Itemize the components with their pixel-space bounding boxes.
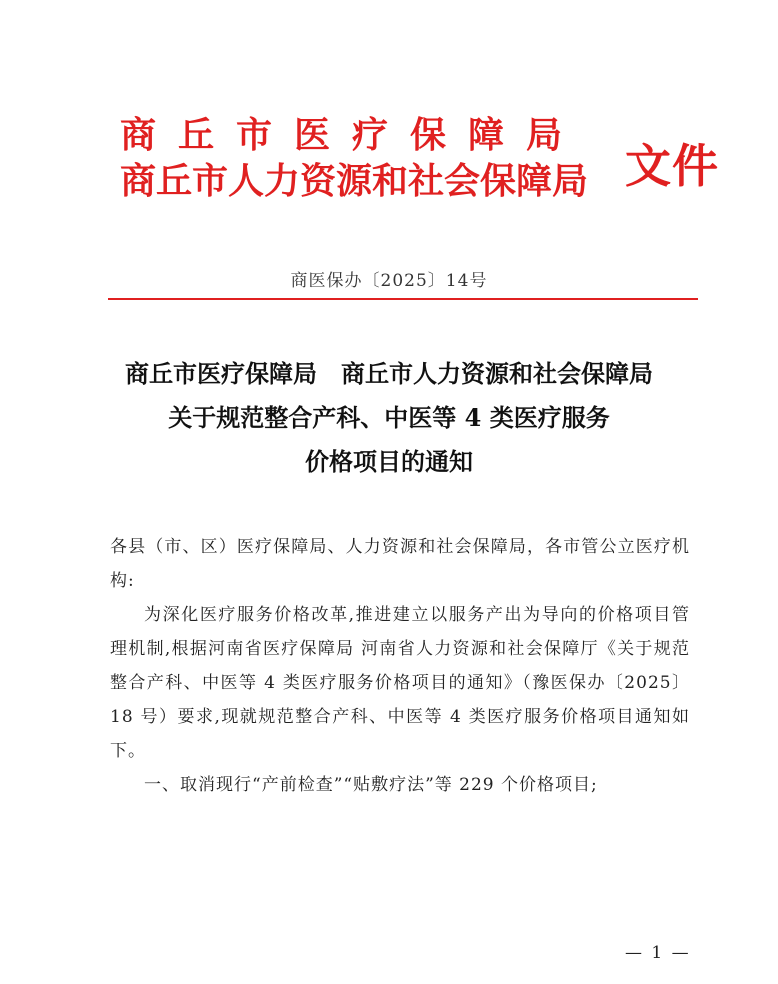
body-paragraph-1: 为深化医疗服务价格改革,推进建立以服务产出为导向的价格项目管理机制,根据河南省医疗保障局 河南省人力资源和社会保障厅《关于规范整合产科、中医等 4 类医疗服务价格项目的通知》（豫医保办〔2025〕18 号）要求,现就规范整合产科、中医等 4 类医疗服务价格项目通知如下。	[110, 605, 690, 761]
title-line-3: 价格项目的通知	[305, 447, 473, 476]
issuing-authorities	[120, 112, 610, 204]
title-line-1: 商丘市医疗保障局 商丘市人力资源和社会保障局	[125, 359, 653, 388]
issuing-org-healthcare-security: 商丘市医疗保障局	[120, 114, 585, 156]
addressee: 各县（市、区）医疗保障局、人力资源和社会保障局，各市管公立医疗机构:	[110, 537, 690, 591]
document-number: 商医保办〔2025〕14号	[290, 271, 488, 291]
document-label: 文件	[625, 139, 719, 193]
title-line-2: 关于规范整合产科、中医等 4 类医疗服务	[168, 403, 610, 432]
issuing-org-human-resources: 商丘市人力资源和社会保障局	[120, 160, 589, 202]
document-title	[60, 352, 718, 484]
red-separator-line	[108, 298, 698, 300]
body-paragraph-2: 一、取消现行“产前检查”“贴敷疗法”等 229 个价格项目;	[144, 775, 598, 795]
page-number: — 1 —	[625, 943, 691, 963]
document-body	[110, 530, 690, 802]
